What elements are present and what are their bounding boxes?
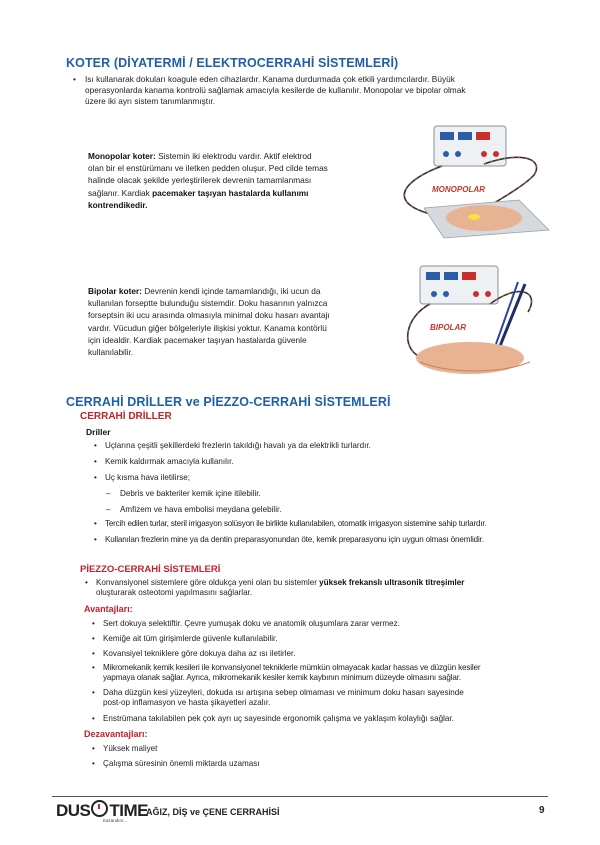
- list-item-text: Daha düzgün kesi yüzeyleri, dokuda ısı artışına sebep olmaması ve minimum doku hasarı sayesinde: [103, 688, 464, 697]
- dash-icon: –: [106, 505, 111, 514]
- disadvantages-title: Dezavantajları:: [84, 729, 148, 739]
- list-item-text: yapmaya olanak sağlar. Ayrıca, mikromekanik kesiler kemik kaybının minimum düzeyde olmasını sağlar.: [103, 673, 461, 683]
- text-line: Konvansiyonel sistemlere göre oldukça yeni olan bu sistemler: [96, 578, 320, 587]
- list-item-text: Sert dokuya selektiftir. Çevre yumuşak doku ve anatomik oluşumlara zarar vermez.: [103, 619, 400, 628]
- emphasis-text: kontrendikedir.: [88, 199, 148, 210]
- text-line: oluşturarak osteotomi yapılmasını sağlarlar.: [96, 588, 253, 598]
- monopolar-label: MONOPOLAR: [432, 185, 485, 194]
- subheading-cerrahi-driller: CERRAHİ DRİLLER: [80, 411, 172, 422]
- sub-list-item: [106, 489, 261, 499]
- piezzo-intro: [85, 578, 556, 599]
- list-item: [92, 714, 454, 724]
- bullet-icon: •: [92, 634, 95, 643]
- list-item-text: Uç kısma hava iletilirse;: [105, 473, 191, 482]
- list-item: [92, 649, 296, 659]
- bullet-icon: •: [92, 744, 95, 753]
- list-item-text: Yüksek maliyet: [103, 744, 158, 753]
- dustime-logo: [56, 800, 148, 821]
- text-line: Sistemin iki elektrodu vardır. Aktif elektrod: [155, 151, 312, 161]
- list-item: [92, 688, 464, 709]
- bipolar-device-illustration: [400, 262, 550, 382]
- list-item-text: Tercih edilen turlar, steril irrigasyon solüsyon ile birlikte kullanılabilen, otomatik irrigasyon sistemine sahip turlardır.: [105, 519, 487, 528]
- bullet-icon: •: [94, 441, 97, 450]
- list-item: [94, 457, 234, 467]
- logo-text-dus: DUS: [56, 801, 91, 820]
- list-item: [92, 744, 158, 754]
- intro-paragraph: [73, 74, 555, 107]
- list-item-text: Mikromekanik kemik kesileri ile konvansiyonel tekniklerle mümkün olmayacak kadar hassas ve düzgün kesiler: [103, 663, 481, 672]
- bullet-icon: •: [92, 714, 95, 723]
- list-item-text: Uçlarına çeşitli şekillerdeki frezlerin takıldığı havalı ya da elektrikli turlardır.: [105, 441, 371, 450]
- monopolar-text: [88, 150, 370, 211]
- bullet-icon: •: [73, 74, 76, 84]
- list-item-text: Debris ve bakteriler kemik içine itilebilir.: [120, 489, 261, 498]
- bipolar-term: Bipolar koter:: [88, 286, 142, 296]
- dash-icon: –: [106, 489, 111, 498]
- section-title-koter: KOTER (DİYATERMİ / ELEKTROCERRAHİ SİSTEMLERİ): [66, 56, 399, 70]
- monopolar-device-illustration: [384, 120, 554, 240]
- list-item: [94, 473, 191, 483]
- list-item: [92, 634, 278, 644]
- bullet-icon: •: [94, 473, 97, 482]
- text-line: halinde olacak şekilde yerleştirilerek devrenin tamamlanması: [88, 175, 312, 186]
- list-item-text: Kullanılan frezlerin mine ya da dentin preparasyonundan öte, kemik preparasyonu için uygun olması önemlidir.: [105, 535, 484, 544]
- driller-label: Driller: [86, 427, 111, 437]
- section-title-driller: CERRAHİ DRİLLER ve PİEZZO-CERRAHİ SİSTEMLERİ: [66, 395, 391, 409]
- list-item: [92, 619, 400, 629]
- page-number: 9: [539, 805, 545, 816]
- text-line: forseptsin iki ucu arasında olmasıyla minimal doku hasarı avantajı: [88, 310, 330, 321]
- bullet-icon: •: [92, 688, 95, 697]
- bullet-icon: •: [92, 759, 95, 768]
- text-line: için idealdir. Kardiak pacemaker taşıyan hastalarda güvenle: [88, 334, 307, 345]
- footer-chapter-title: AĞIZ, DİŞ ve ÇENE CERRAHİSİ: [146, 807, 280, 817]
- intro-line: operasyonlarda kanama kontrolü sağlamak amacıyla kesilerde de kullanılır. Monopolar ve bipolar olmak: [85, 85, 466, 95]
- bullet-icon: •: [94, 535, 97, 544]
- list-item: [92, 759, 260, 769]
- text-line: Devrenin kendi içinde tamamlandığı, iki ucun da: [141, 286, 321, 296]
- bipolar-text: [88, 285, 370, 358]
- logo-tagline: Kazandırır...: [103, 818, 128, 823]
- bullet-icon: •: [92, 649, 95, 658]
- tooth-clock-icon: [91, 800, 108, 817]
- intro-line: üzere iki ayrı sistem tanımlanmıştır.: [85, 96, 216, 106]
- text-line: olan bir el enstürümanı ve iletken pedden oluşur. Ped cilde temas: [88, 163, 328, 174]
- list-item-text: Amfizem ve hava embolisi meydana gelebilir.: [120, 505, 282, 514]
- logo-text-time: TIME: [109, 801, 149, 820]
- list-item: [92, 663, 481, 684]
- list-item-text: Kemiğe ait tüm girişimlerde güvenle kullanılabilir.: [103, 634, 278, 643]
- text-line: kullanılan forseptte bulunduğu sistemdir. Doku hasarının yalnızca: [88, 298, 328, 309]
- list-item: [94, 441, 371, 451]
- monopolar-term: Monopolar koter:: [88, 151, 156, 161]
- emphasis-text: yüksek frekanslı ultrasonik titreşimler: [319, 578, 465, 587]
- emphasis-text: pacemaker taşıyan hastalarda kullanımı: [152, 187, 309, 198]
- bipolar-label: BIPOLAR: [430, 323, 466, 332]
- list-item-text: Kovansiyel tekniklere göre dokuya daha az ısı iletirler.: [103, 649, 296, 658]
- advantages-title: Avantajları:: [84, 604, 133, 614]
- list-item-text: Kemik kaldırmak amacıyla kullanılır.: [105, 457, 234, 466]
- bullet-icon: •: [92, 663, 95, 672]
- text-line: kullanılabilir.: [88, 347, 134, 358]
- footer-divider: [52, 796, 548, 797]
- list-item-text: Çalışma süresinin önemli miktarda uzaması: [103, 759, 260, 768]
- intro-line: Isı kullanarak dokuları koagule eden cihazlardır. Kanama durdurmada çok etkili yardımcılardır. Büyük: [85, 74, 455, 84]
- text-line: sağlanır. Kardiak: [88, 187, 153, 198]
- bullet-icon: •: [94, 519, 97, 528]
- bullet-icon: •: [94, 457, 97, 466]
- list-item-text: Enstrümana takılabilen pek çok ayrı uç sayesinde ergonomik çalışma ve yaklaşım kolaylığı sağlar.: [103, 714, 454, 723]
- subheading-piezzo: PİEZZO-CERRAHİ SİSTEMLERİ: [80, 564, 221, 575]
- bullet-icon: •: [92, 619, 95, 628]
- sub-list-item: [106, 505, 282, 515]
- bullet-icon: •: [85, 578, 88, 587]
- list-item-text: post-op inflamasyon ve hasta şikayetleri azalır.: [103, 698, 271, 708]
- list-item: [94, 519, 487, 529]
- list-item: [94, 535, 484, 545]
- text-line: vardır. Vücudun giğer bölgeleriyle ilişkisi yoktur. Kanama kontörlü: [88, 322, 327, 333]
